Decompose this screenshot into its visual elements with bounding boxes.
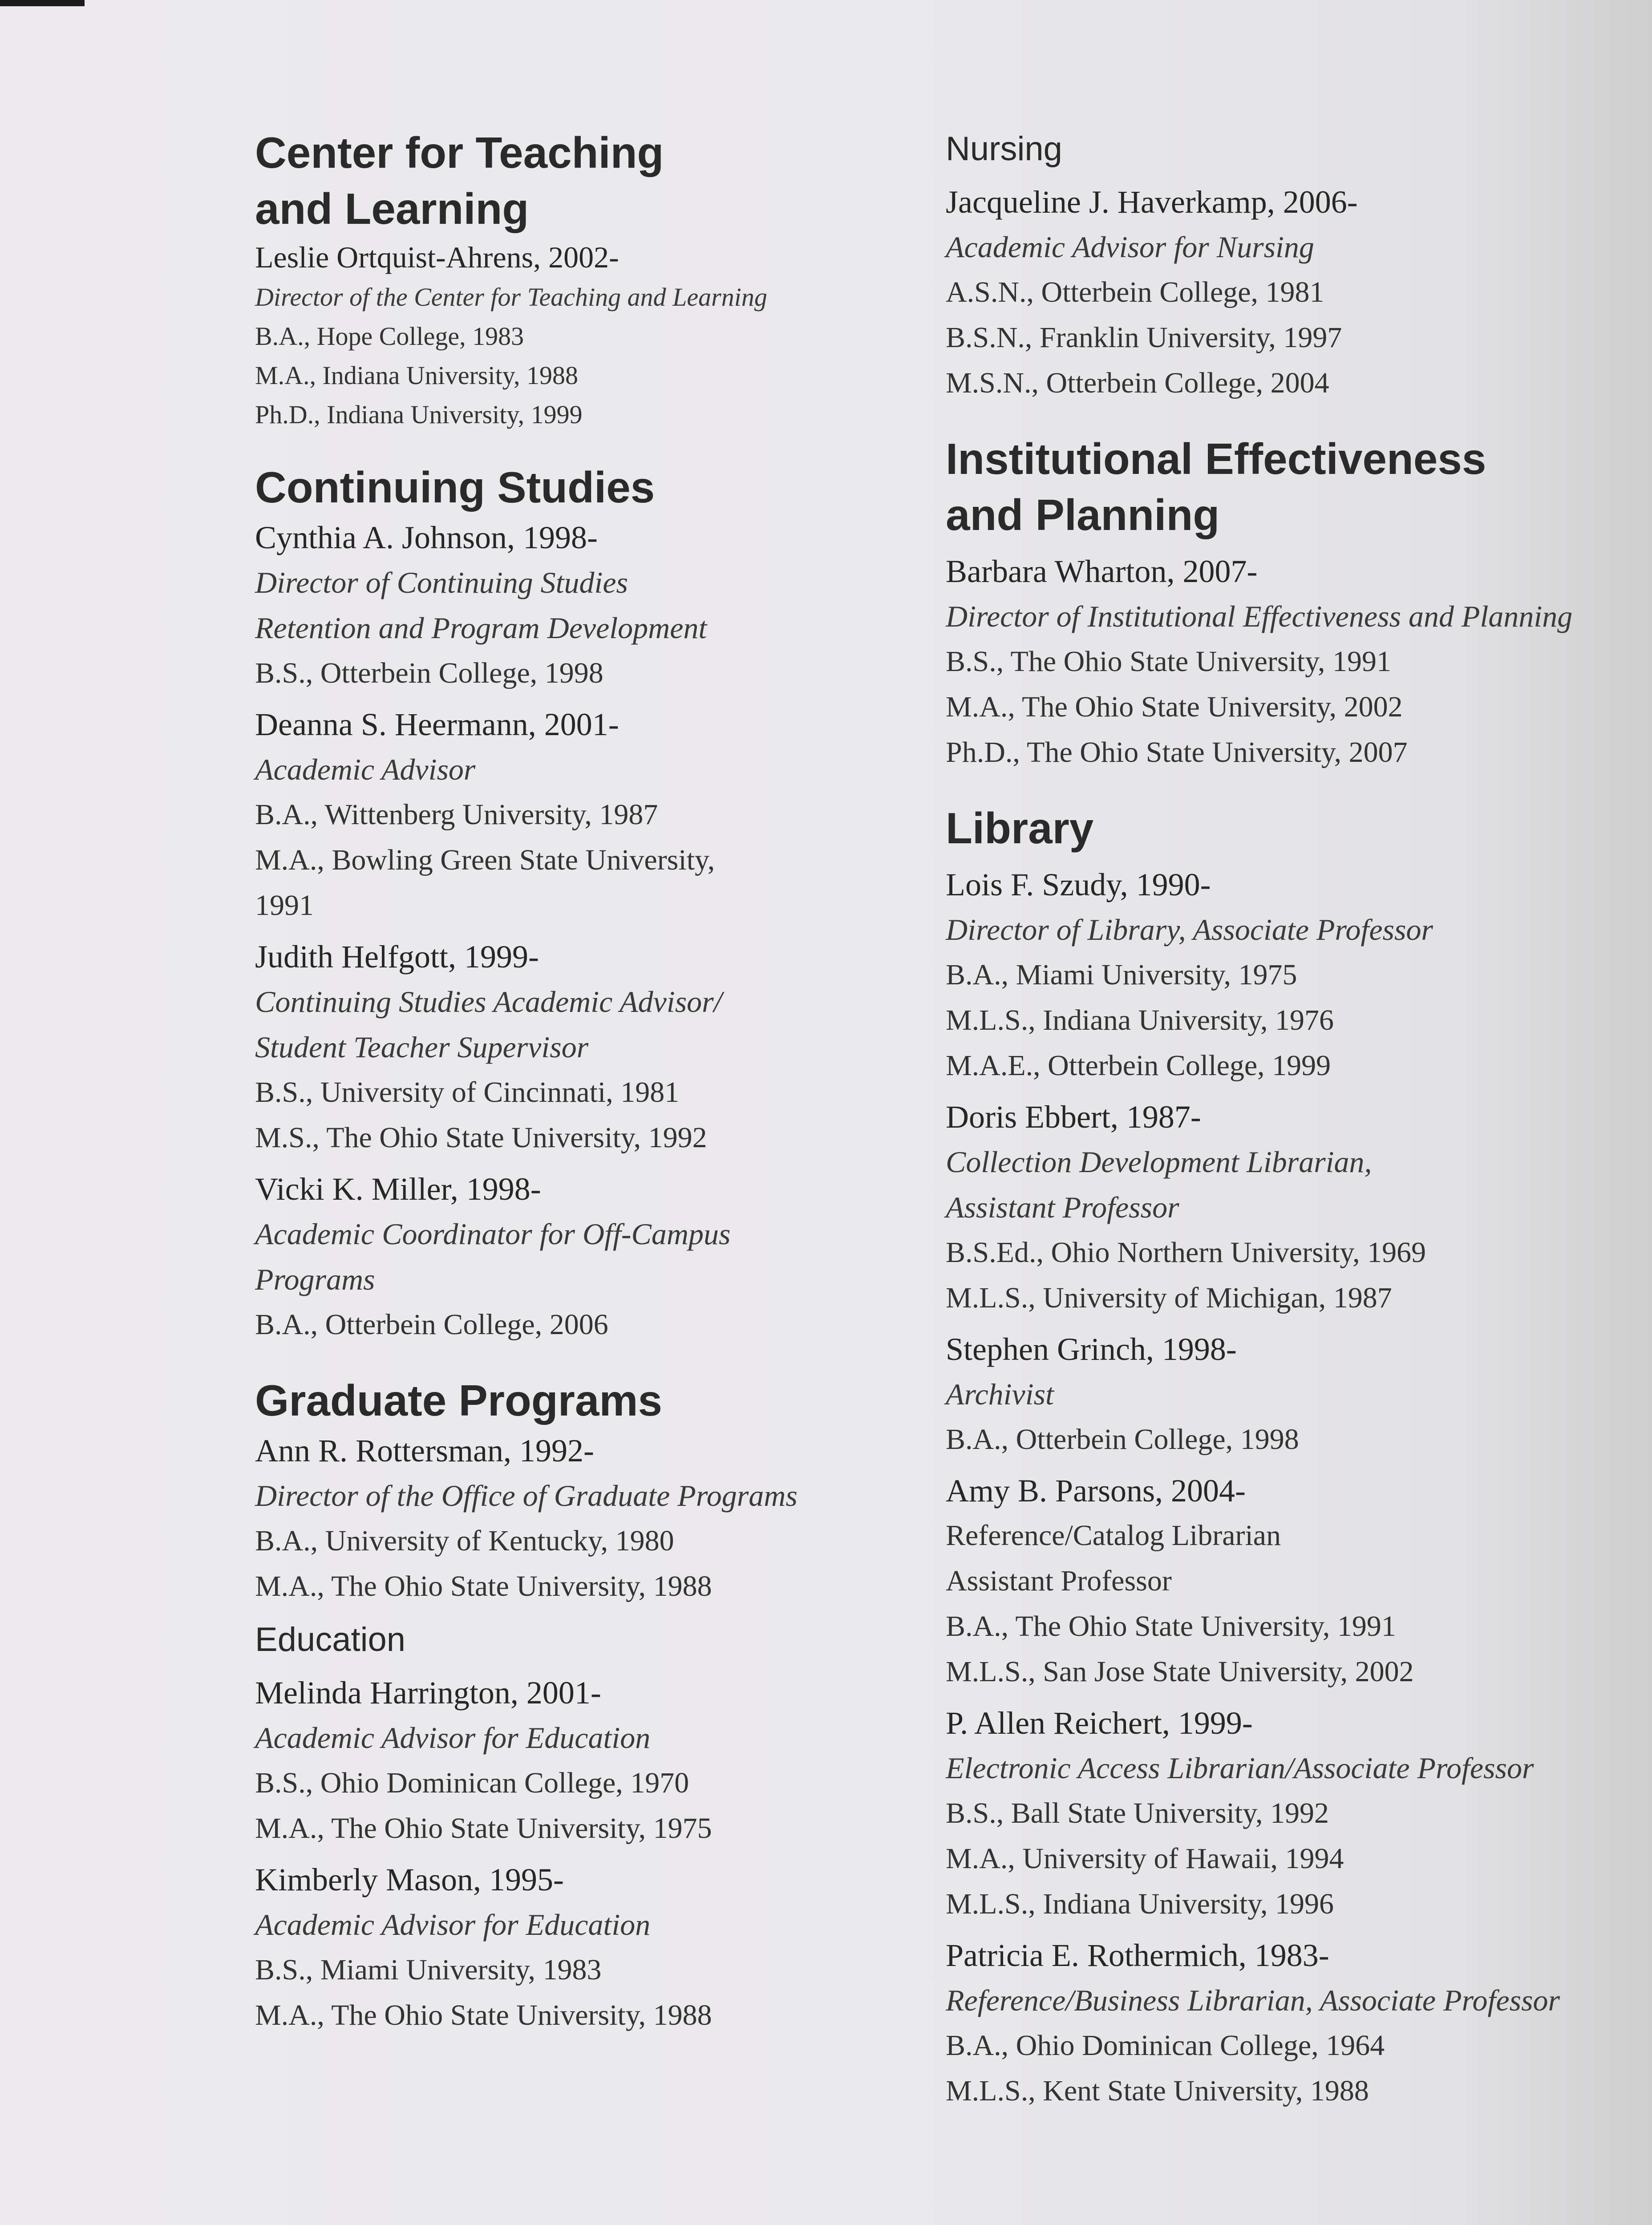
entry-cred: M.S., The Ohio State University, 1992 [255, 1121, 707, 1154]
entry-reichert [946, 1701, 1640, 1927]
entry-cred: B.A., Wittenberg University, 1987 [255, 798, 658, 831]
entry-wharton [946, 549, 1640, 775]
entry-title: Student Teacher Supervisor [255, 1030, 589, 1064]
entry-name: Stephen Grinch, 1998- [946, 1331, 1237, 1367]
entry-name: Melinda Harrington, 2001- [255, 1675, 601, 1711]
heading-center-teaching-2: and Learning [255, 184, 529, 233]
entry-title: Director of the Office of Graduate Programs [255, 1479, 798, 1513]
entry-cred: Assistant Professor [946, 1565, 1172, 1597]
entry-name: Deanna S. Heermann, 2001- [255, 707, 619, 742]
entry-harrington [255, 1671, 900, 1851]
entry-cred: B.S., Otterbein College, 1998 [255, 657, 603, 689]
entry-title: Academic Advisor for Nursing [946, 230, 1314, 264]
entry-title: Director of Continuing Studies [255, 566, 628, 599]
entry-haverkamp [946, 180, 1640, 406]
entry-cred: M.A.E., Otterbein College, 1999 [946, 1049, 1331, 1082]
entry-title: Archivist [946, 1377, 1054, 1411]
entry-parsons [946, 1468, 1640, 1695]
entry-cred: B.S., University of Cincinnati, 1981 [255, 1076, 680, 1108]
entry-cred: M.A., The Ohio State University, 2002 [946, 691, 1403, 723]
entry-szudy [946, 862, 1640, 1088]
right-column [946, 125, 1640, 2114]
entry-cred: B.S., Ball State University, 1992 [946, 1797, 1329, 1829]
entry-miller [255, 1167, 900, 1347]
entry-cred: M.A., The Ohio State University, 1988 [255, 1570, 712, 1602]
entry-cred: M.A., The Ohio State University, 1988 [255, 1999, 712, 2031]
entry-cred: M.A., Indiana University, 1988 [255, 361, 578, 390]
entry-title: Reference/Business Librarian, Associate Professor [946, 1983, 1560, 2017]
entry-name: Vicki K. Miller, 1998- [255, 1171, 541, 1207]
entry-title: Academic Advisor [255, 752, 476, 786]
entry-title: Director of Library, Associate Professor [946, 913, 1433, 947]
entry-cred: B.S.N., Franklin University, 1997 [946, 321, 1342, 354]
entry-cred: Ph.D., The Ohio State University, 2007 [946, 736, 1408, 769]
corner-mark [0, 0, 85, 6]
entry-cred: B.S., Miami University, 1983 [255, 1954, 602, 1986]
entry-title: Director of the Center for Teaching and Learning [255, 283, 767, 312]
entry-title: Academic Advisor for Education [255, 1721, 651, 1755]
entry-cred: A.S.N., Otterbein College, 1981 [946, 276, 1324, 308]
entry-name: Barbara Wharton, 2007- [946, 554, 1258, 589]
entry-cred: M.L.S., University of Michigan, 1987 [946, 1282, 1392, 1314]
entry-cred: B.S.Ed., Ohio Northern University, 1969 [946, 1236, 1426, 1269]
heading-graduate-programs: Graduate Programs [255, 1376, 662, 1425]
entry-ebbert [946, 1095, 1640, 1321]
entry-cred: B.A., Miami University, 1975 [946, 959, 1297, 991]
entry-cred: M.L.S., Kent State University, 1988 [946, 2075, 1369, 2107]
entry-title: Retention and Program Development [255, 611, 707, 645]
entry-cred: M.A., The Ohio State University, 1975 [255, 1812, 712, 1845]
entry-cred: M.S.N., Otterbein College, 2004 [946, 367, 1329, 399]
entry-name: Doris Ebbert, 1987- [946, 1099, 1201, 1135]
entry-name: Jacqueline J. Haverkamp, 2006- [946, 184, 1358, 220]
entry-cred: B.A., University of Kentucky, 1980 [255, 1525, 674, 1557]
entry-title: Continuing Studies Academic Advisor/ [255, 985, 722, 1019]
entry-cred: B.A., Otterbein College, 2006 [255, 1308, 608, 1341]
entry-heermann [255, 702, 900, 928]
entry-name: Amy B. Parsons, 2004- [946, 1473, 1246, 1509]
entry-title: Assistant Professor [946, 1190, 1179, 1224]
entry-title: Academic Coordinator for Off-Campus [255, 1217, 731, 1251]
entry-name: Leslie Ortquist-Ahrens, 2002- [255, 240, 619, 274]
entry-johnson [255, 515, 900, 696]
heading-institutional-effectiveness: Institutional Effectiveness [946, 434, 1486, 483]
entry-cred: B.A., Ohio Dominican College, 1964 [946, 2029, 1385, 2062]
entry-cred: M.L.S., Indiana University, 1996 [946, 1888, 1334, 1920]
subheading-education: Education [255, 1621, 406, 1659]
entry-name: Lois F. Szudy, 1990- [946, 867, 1211, 902]
entry-cred: B.A., The Ohio State University, 1991 [946, 1610, 1396, 1642]
heading-center-teaching: Center for Teaching [255, 128, 664, 177]
entry-cred: M.A., Bowling Green State University, [255, 844, 715, 876]
heading-library: Library [946, 804, 1094, 853]
entry-title: Electronic Access Librarian/Associate Professor [946, 1751, 1534, 1785]
entry-cred: M.L.S., San Jose State University, 2002 [946, 1655, 1414, 1688]
entry-rothermich [946, 1933, 1640, 2114]
subheading-nursing: Nursing [946, 130, 1062, 168]
entry-cred: B.S., Ohio Dominican College, 1970 [255, 1767, 689, 1799]
entry-mason [255, 1857, 900, 2038]
entry-cred: M.L.S., Indiana University, 1976 [946, 1004, 1334, 1036]
entry-cred: Ph.D., Indiana University, 1999 [255, 400, 583, 429]
heading-institutional-effectiveness-2: and Planning [946, 490, 1220, 539]
entry-name: Patricia E. Rothermich, 1983- [946, 1938, 1329, 1973]
entry-cred: B.S., The Ohio State University, 1991 [946, 645, 1391, 678]
entry-name: Kimberly Mason, 1995- [255, 1862, 564, 1897]
left-column [255, 125, 900, 2038]
entry-name: P. Allen Reichert, 1999- [946, 1705, 1253, 1741]
entry-title: Programs [255, 1262, 375, 1296]
entry-name: Judith Helfgott, 1999- [255, 939, 539, 975]
entry-grinch [946, 1327, 1640, 1462]
entry-helfgott [255, 934, 900, 1161]
entry-cred: M.A., University of Hawaii, 1994 [946, 1842, 1344, 1875]
entry-title: Collection Development Librarian, [946, 1145, 1372, 1179]
entry-rottersman [255, 1428, 900, 1609]
entry-cred: B.A., Otterbein College, 1998 [946, 1423, 1299, 1456]
entry-title: Director of Institutional Effectiveness and Planning [946, 599, 1573, 633]
entry-name: Cynthia A. Johnson, 1998- [255, 520, 598, 555]
entry-cred: Reference/Catalog Librarian [946, 1519, 1281, 1552]
entry-ortquist [255, 237, 900, 434]
entry-title: Academic Advisor for Education [255, 1908, 651, 1942]
heading-continuing-studies: Continuing Studies [255, 463, 655, 512]
entry-cred: 1991 [255, 889, 314, 922]
entry-cred: B.A., Hope College, 1983 [255, 322, 524, 351]
entry-name: Ann R. Rottersman, 1992- [255, 1433, 594, 1468]
